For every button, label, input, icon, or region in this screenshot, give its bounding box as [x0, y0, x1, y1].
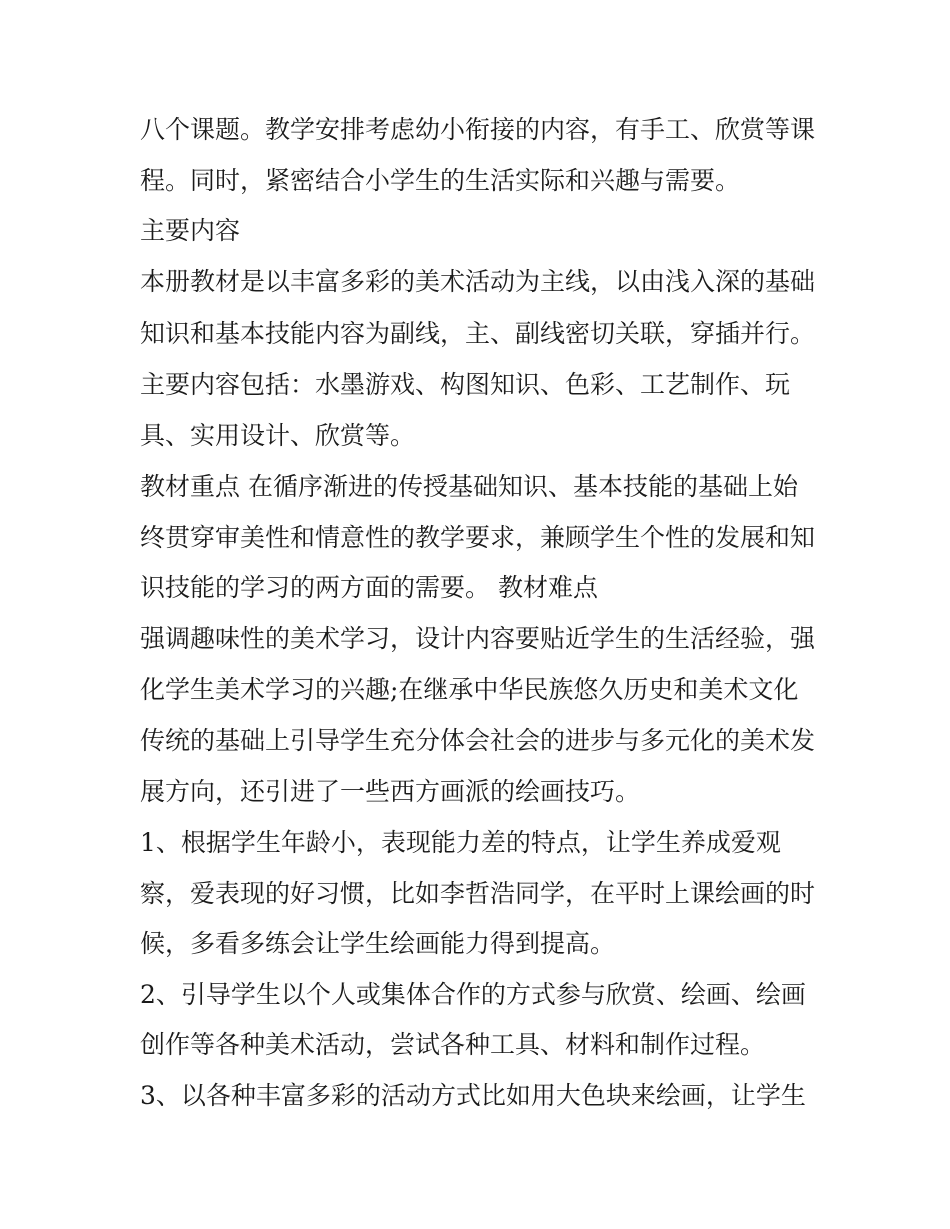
text-line: 展方向，还引进了一些西方画派的绘画技巧。: [140, 777, 641, 806]
section-heading-main-content: 主要内容: [140, 216, 241, 245]
text-line: 主要内容包括：水墨游戏、构图知识、色彩、工艺制作、玩: [140, 370, 791, 399]
text-line: 程。同时，紧密结合小学生的生活实际和兴趣与需要。: [140, 166, 741, 195]
text-line: 候，多看多练会让学生绘画能力得到提高。: [140, 929, 616, 958]
text-line: 终贯穿审美性和情意性的教学要求，兼顾学生个性的发展和知: [140, 523, 816, 552]
text-line: 强调趣味性的美术学习，设计内容要贴近学生的生活经验，强: [140, 624, 816, 653]
list-item-3: 3、以各种丰富多彩的活动方式比如用大色块来绘画，让学生: [140, 1081, 806, 1110]
text-line: 识技能的学习的两方面的需要。 教材难点: [140, 573, 598, 602]
list-item-2: 2、引导学生以个人或集体合作的方式参与欣赏、绘画、绘画: [140, 980, 806, 1009]
text-line: 八个课题。教学安排考虑幼小衔接的内容，有手工、欣赏等课: [140, 115, 816, 144]
text-line: 本册教材是以丰富多彩的美术活动为主线，以由浅入深的基础: [140, 267, 816, 296]
text-line: 传统的基础上引导学生充分体会社会的进步与多元化的美术发: [140, 726, 816, 755]
text-line: 创作等各种美术活动，尝试各种工具、材料和制作过程。: [140, 1030, 766, 1059]
text-line: 具、实用设计、欣赏等。: [140, 421, 416, 450]
text-line: 教材重点 在循序渐进的传授基础知识、基本技能的基础上始: [140, 472, 798, 501]
text-line: 化学生美术学习的兴趣;在继承中华民族悠久历史和美术文化: [140, 675, 799, 704]
text-line: 察，爱表现的好习惯，比如李哲浩同学，在平时上课绘画的时: [140, 879, 816, 908]
text-line: 知识和基本技能内容为副线，主、副线密切关联，穿插并行。: [140, 319, 816, 348]
list-item-1: 1、根据学生年龄小，表现能力差的特点，让学生养成爱观: [140, 828, 781, 857]
